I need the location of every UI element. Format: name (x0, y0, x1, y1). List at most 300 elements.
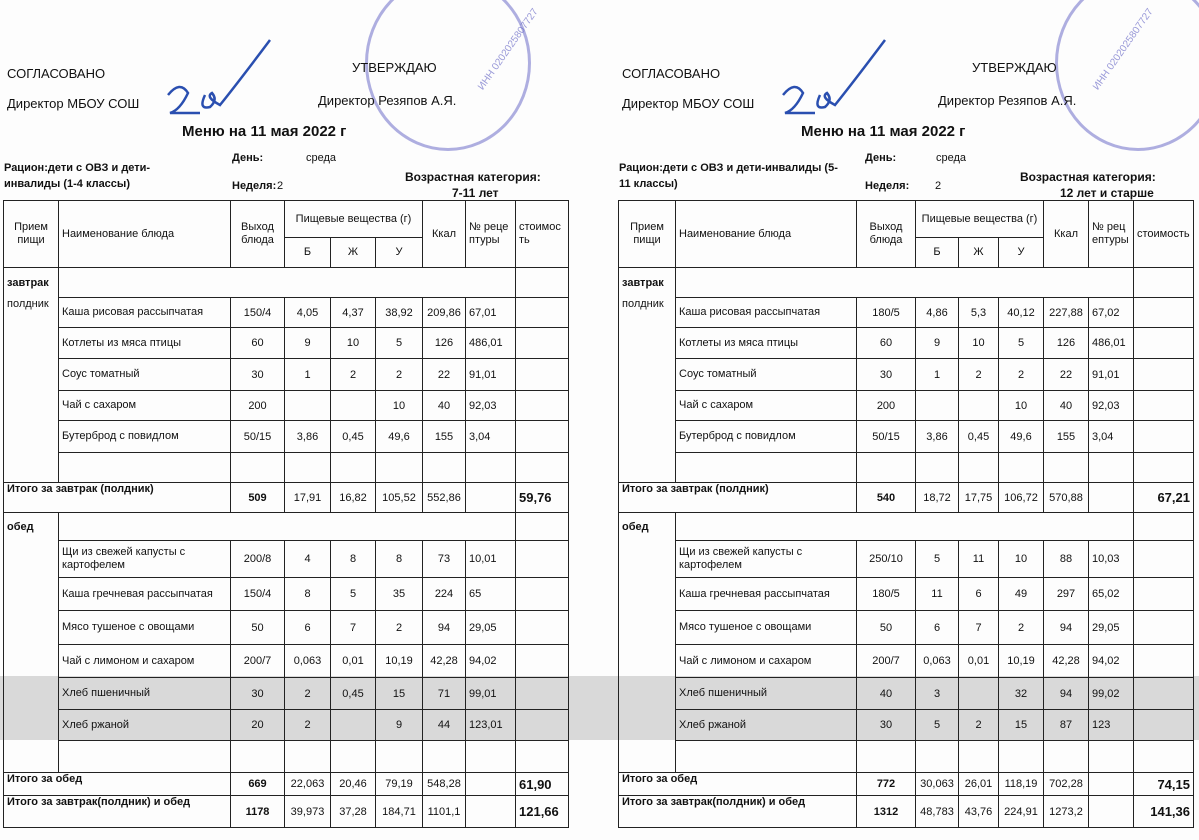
stamp-text: ИНН 0202025807727 (1091, 6, 1156, 93)
dish-u: 5 (376, 328, 423, 359)
table-row (4, 796, 569, 828)
table-row (619, 611, 1194, 645)
dish-zh: 0,45 (959, 421, 999, 453)
meal-cell (4, 541, 59, 578)
dish-name: Котлеты из мяса птицы (59, 328, 231, 359)
dish-cost (516, 611, 569, 645)
blank-cell (231, 741, 285, 773)
dish-u: 38,92 (376, 298, 423, 328)
dish-recipe: 91,01 (466, 359, 516, 391)
table-row (4, 483, 569, 513)
blank-cell (285, 741, 331, 773)
signature-icon (775, 35, 895, 125)
total-out: 1312 (857, 796, 916, 828)
dish-recipe: 65 (466, 578, 516, 611)
dish-name: Хлеб пшеничный (676, 678, 857, 710)
day-label: День: (865, 152, 897, 164)
total-u: 105,52 (376, 483, 423, 513)
dish-name: Мясо тушеное с овощами (59, 611, 231, 645)
dish-name: Бутерброд с повидлом (59, 421, 231, 453)
dish-kcal: 155 (1044, 421, 1089, 453)
header-b: Б (916, 238, 959, 268)
total-recipe (466, 773, 516, 796)
total-recipe (466, 483, 516, 513)
dish-cost (1134, 328, 1194, 359)
dish-recipe: 91,01 (1089, 359, 1134, 391)
blank-cell (59, 453, 231, 483)
dish-recipe: 123 (1089, 710, 1134, 741)
dish-recipe: 29,05 (466, 611, 516, 645)
blank-cell (516, 741, 569, 773)
dish-b: 11 (916, 578, 959, 611)
dish-b: 2 (285, 678, 331, 710)
dish-zh: 8 (331, 541, 376, 578)
dish-name: Хлеб ржаной (59, 710, 231, 741)
meal-cell (4, 391, 59, 421)
dish-kcal: 42,28 (423, 645, 466, 678)
dish-u: 15 (999, 710, 1044, 741)
total-b: 18,72 (916, 483, 959, 513)
header-recipe: № рецептуры (466, 201, 516, 268)
table-row (619, 578, 1194, 611)
dish-b: 8 (285, 578, 331, 611)
total-cost: 59,76 (516, 483, 569, 513)
dish-u: 10 (999, 391, 1044, 421)
meal-cell (4, 359, 59, 391)
total-zh: 16,82 (331, 483, 376, 513)
meal-cell (4, 645, 59, 678)
approve-label: УТВЕРЖДАЮ (352, 60, 437, 75)
total-zh: 26,01 (959, 773, 999, 796)
dish-u: 8 (376, 541, 423, 578)
dish-name: Каша рисовая рассыпчатая (59, 298, 231, 328)
dish-cost (1134, 359, 1194, 391)
table-row (4, 678, 569, 710)
dish-u: 40,12 (999, 298, 1044, 328)
table-row (4, 421, 569, 453)
dish-b (285, 391, 331, 421)
dish-name: Соус томатный (59, 359, 231, 391)
dish-u: 49 (999, 578, 1044, 611)
header-meal: Прием пищи (4, 201, 59, 268)
dish-b: 5 (916, 710, 959, 741)
dish-kcal: 44 (423, 710, 466, 741)
cost-cell (1134, 268, 1194, 298)
table-row (4, 298, 569, 328)
total-b: 17,91 (285, 483, 331, 513)
table-header-row (4, 201, 569, 238)
table-row (619, 541, 1194, 578)
director-name-label: Директор Резяпов А.Я. (318, 93, 457, 108)
blank-cell (59, 741, 231, 773)
dish-u: 10,19 (376, 645, 423, 678)
blank-cell (376, 741, 423, 773)
blank-cell (59, 268, 516, 298)
menu-title: Меню на 11 мая 2022 г (801, 123, 966, 140)
meal-cell (4, 328, 59, 359)
menu-table (618, 200, 1194, 828)
dish-b: 6 (285, 611, 331, 645)
dish-out: 30 (231, 359, 285, 391)
total-u: 224,91 (999, 796, 1044, 828)
dish-b: 3,86 (916, 421, 959, 453)
dish-recipe: 29,05 (1089, 611, 1134, 645)
table-row (4, 741, 569, 773)
dish-name: Чай с сахаром (676, 391, 857, 421)
dish-zh: 7 (331, 611, 376, 645)
table-row (4, 268, 569, 298)
meal-cell (4, 741, 59, 773)
dish-zh (331, 391, 376, 421)
table-row (4, 773, 569, 796)
total-recipe (1089, 796, 1134, 828)
blank-cell (466, 741, 516, 773)
cost-cell (516, 268, 569, 298)
total-out: 1178 (231, 796, 285, 828)
dish-cost (516, 328, 569, 359)
dish-kcal: 227,88 (1044, 298, 1089, 328)
dish-out: 30 (857, 359, 916, 391)
blank-cell (59, 513, 516, 541)
dish-kcal: 40 (1044, 391, 1089, 421)
table-row (4, 578, 569, 611)
total-recipe (1089, 773, 1134, 796)
age-category-label: Возрастная категория: (405, 170, 541, 184)
dish-b: 6 (916, 611, 959, 645)
dish-b: 9 (285, 328, 331, 359)
total-out: 772 (857, 773, 916, 796)
dish-cost (1134, 578, 1194, 611)
dish-out: 60 (857, 328, 916, 359)
dish-u: 49,6 (999, 421, 1044, 453)
dish-out: 200/8 (231, 541, 285, 578)
table-row (4, 710, 569, 741)
dish-name: Чай с сахаром (59, 391, 231, 421)
dish-zh: 2 (331, 359, 376, 391)
meal-cell (4, 421, 59, 453)
meal-cell: завтрак (619, 268, 676, 298)
dish-b: 0,063 (916, 645, 959, 678)
dish-out: 200/7 (231, 645, 285, 678)
dish-b: 4 (285, 541, 331, 578)
blank-cell (376, 453, 423, 483)
table-row (4, 359, 569, 391)
total-u: 79,19 (376, 773, 423, 796)
blank-cell (959, 741, 999, 773)
director-school-label: Директор МБОУ СОШ (622, 96, 755, 111)
dish-kcal: 94 (423, 611, 466, 645)
total-zh: 20,46 (331, 773, 376, 796)
age-category-value: 12 лет и старше (1060, 186, 1154, 200)
dish-recipe: 94,02 (466, 645, 516, 678)
meal-cell (619, 741, 676, 773)
dish-cost (516, 298, 569, 328)
dish-b: 1 (916, 359, 959, 391)
dish-kcal: 40 (423, 391, 466, 421)
dish-cost (1134, 710, 1194, 741)
dish-recipe: 99,02 (1089, 678, 1134, 710)
dish-cost (516, 645, 569, 678)
dish-zh: 0,01 (959, 645, 999, 678)
header-kcal: Ккал (1044, 201, 1089, 268)
dish-kcal: 22 (423, 359, 466, 391)
blank-cell (999, 453, 1044, 483)
dish-out: 200 (231, 391, 285, 421)
dish-name: Бутерброд с повидлом (676, 421, 857, 453)
table-row (619, 453, 1194, 483)
table-row (4, 453, 569, 483)
blank-cell (423, 453, 466, 483)
dish-out: 30 (231, 678, 285, 710)
blank-cell (676, 741, 857, 773)
dish-out: 60 (231, 328, 285, 359)
director-school-label: Директор МБОУ СОШ (7, 96, 140, 111)
stamp-text: ИНН 0202025807727 (476, 6, 541, 93)
dish-name: Котлеты из мяса птицы (676, 328, 857, 359)
dish-zh: 11 (959, 541, 999, 578)
dish-cost (516, 541, 569, 578)
header-output: Выход блюда (857, 201, 916, 268)
header-recipe: № рецептуры (1089, 201, 1134, 268)
dish-kcal: 297 (1044, 578, 1089, 611)
dish-out: 150/4 (231, 298, 285, 328)
header-dish: Наименование блюда (59, 201, 231, 268)
ration-label: Рацион:дети с ОВЗ и дети-инвалиды (5-11 классы) (619, 162, 838, 190)
blank-cell (331, 741, 376, 773)
week-value: 2 (935, 180, 942, 192)
blank-cell (231, 453, 285, 483)
dish-kcal: 126 (423, 328, 466, 359)
meal-cell (619, 391, 676, 421)
header-cost: стоимость (516, 201, 569, 268)
total-kcal: 1273,2 (1044, 796, 1089, 828)
dish-name: Хлеб ржаной (676, 710, 857, 741)
dish-recipe: 486,01 (1089, 328, 1134, 359)
dish-kcal: 126 (1044, 328, 1089, 359)
header-u: У (376, 238, 423, 268)
dish-cost (1134, 645, 1194, 678)
dish-u: 2 (999, 611, 1044, 645)
total-u: 184,71 (376, 796, 423, 828)
meal-cell (619, 541, 676, 578)
dish-name: Чай с лимоном и сахаром (59, 645, 231, 678)
total-cost: 141,36 (1134, 796, 1194, 828)
dish-u: 2 (376, 611, 423, 645)
dish-u: 10,19 (999, 645, 1044, 678)
dish-name: Щи из свежей капусты с картофелем (676, 541, 857, 578)
week-label: Неделя: (865, 180, 910, 192)
meal-cell: полдник (619, 298, 676, 328)
table-row (619, 773, 1194, 796)
total-label: Итого за завтрак (полдник) (4, 483, 231, 513)
total-zh: 43,76 (959, 796, 999, 828)
total-out: 540 (857, 483, 916, 513)
blank-cell (916, 741, 959, 773)
table-row (4, 513, 569, 541)
dish-kcal: 155 (423, 421, 466, 453)
header-meal: Прием пищи (619, 201, 676, 268)
total-kcal: 702,28 (1044, 773, 1089, 796)
table-row (619, 268, 1194, 298)
header-zh: Ж (959, 238, 999, 268)
total-u: 118,19 (999, 773, 1044, 796)
header-dish: Наименование блюда (676, 201, 857, 268)
dish-recipe: 123,01 (466, 710, 516, 741)
table-row (4, 541, 569, 578)
week-label: Неделя: (232, 180, 277, 192)
dish-zh: 0,01 (331, 645, 376, 678)
dish-zh (959, 391, 999, 421)
meal-cell (619, 328, 676, 359)
cost-cell (1134, 513, 1194, 541)
dish-recipe: 486,01 (466, 328, 516, 359)
dish-zh: 5 (331, 578, 376, 611)
dish-b: 9 (916, 328, 959, 359)
header-nutrients: Пищевые вещества (г) (285, 201, 423, 238)
meal-cell (4, 710, 59, 741)
dish-recipe: 94,02 (1089, 645, 1134, 678)
dish-u: 15 (376, 678, 423, 710)
dish-cost (1134, 421, 1194, 453)
header-cost: стоимость (1134, 201, 1194, 268)
blank-cell (1134, 453, 1194, 483)
dish-name: Чай с лимоном и сахаром (676, 645, 857, 678)
dish-b: 1 (285, 359, 331, 391)
total-cost: 121,66 (516, 796, 569, 828)
dish-b: 0,063 (285, 645, 331, 678)
meal-cell (4, 578, 59, 611)
dish-recipe: 10,03 (1089, 541, 1134, 578)
blank-cell (1044, 741, 1089, 773)
dish-kcal: 73 (423, 541, 466, 578)
dish-b: 3,86 (285, 421, 331, 453)
dish-b: 4,05 (285, 298, 331, 328)
meal-cell: обед (619, 513, 676, 541)
table-row (4, 645, 569, 678)
blank-cell (857, 453, 916, 483)
blank-cell (1089, 453, 1134, 483)
dish-cost (1134, 611, 1194, 645)
dish-recipe: 92,03 (1089, 391, 1134, 421)
dish-recipe: 3,04 (466, 421, 516, 453)
dish-out: 180/5 (857, 298, 916, 328)
dish-cost (516, 359, 569, 391)
total-label: Итого за завтрак(полдник) и обед (4, 796, 231, 828)
blank-cell (331, 453, 376, 483)
meal-cell: завтрак (4, 268, 59, 298)
blank-cell (516, 453, 569, 483)
blank-cell (916, 453, 959, 483)
dish-kcal: 71 (423, 678, 466, 710)
menu-table (3, 200, 569, 828)
dish-out: 200/7 (857, 645, 916, 678)
dish-cost (1134, 541, 1194, 578)
blank-cell (676, 268, 1134, 298)
total-out: 669 (231, 773, 285, 796)
round-stamp (365, 0, 531, 151)
dish-out: 150/4 (231, 578, 285, 611)
dish-cost (516, 421, 569, 453)
dish-name: Щи из свежей капусты с картофелем (59, 541, 231, 578)
table-row (619, 710, 1194, 741)
dish-out: 30 (857, 710, 916, 741)
dish-u: 5 (999, 328, 1044, 359)
blank-cell (466, 453, 516, 483)
dish-u: 10 (999, 541, 1044, 578)
dish-recipe: 92,03 (466, 391, 516, 421)
header-output: Выход блюда (231, 201, 285, 268)
dish-recipe: 3,04 (1089, 421, 1134, 453)
blank-cell (1089, 741, 1134, 773)
meal-cell (4, 678, 59, 710)
meal-cell (619, 421, 676, 453)
day-label: День: (232, 152, 264, 164)
table-row (619, 298, 1194, 328)
dish-out: 50/15 (857, 421, 916, 453)
blank-cell (999, 741, 1044, 773)
dish-b: 2 (285, 710, 331, 741)
total-recipe (1089, 483, 1134, 513)
meal-cell (4, 453, 59, 483)
day-value: среда (306, 152, 337, 164)
table-row (619, 421, 1194, 453)
dish-kcal: 94 (1044, 678, 1089, 710)
dish-zh: 0,45 (331, 421, 376, 453)
dish-cost (516, 391, 569, 421)
dish-out: 50 (857, 611, 916, 645)
total-out: 509 (231, 483, 285, 513)
dish-name: Каша гречневая рассыпчатая (59, 578, 231, 611)
meal-cell (619, 578, 676, 611)
dish-zh: 6 (959, 578, 999, 611)
table-header-row (619, 201, 1194, 238)
signature-icon (160, 35, 280, 125)
dish-name: Хлеб пшеничный (59, 678, 231, 710)
dish-zh: 5,3 (959, 298, 999, 328)
meal-cell (619, 359, 676, 391)
day-value: среда (936, 152, 967, 164)
approve-label: УТВЕРЖДАЮ (972, 60, 1057, 75)
total-zh: 37,28 (331, 796, 376, 828)
table-row (619, 678, 1194, 710)
dish-recipe: 67,02 (1089, 298, 1134, 328)
dish-zh: 7 (959, 611, 999, 645)
dish-out: 50/15 (231, 421, 285, 453)
dish-cost (1134, 391, 1194, 421)
table-row (4, 611, 569, 645)
header-zh: Ж (331, 238, 376, 268)
header-nutrients: Пищевые вещества (г) (916, 201, 1044, 238)
total-kcal: 570,88 (1044, 483, 1089, 513)
menu-title: Меню на 11 мая 2022 г (182, 123, 347, 140)
blank-cell (857, 741, 916, 773)
week-value: 2 (277, 180, 284, 192)
age-category-value: 7-11 лет (452, 186, 499, 200)
blank-cell (285, 453, 331, 483)
table-row (619, 796, 1194, 828)
total-cost: 67,21 (1134, 483, 1194, 513)
dish-out: 50 (231, 611, 285, 645)
dish-recipe: 65,02 (1089, 578, 1134, 611)
table-row (619, 513, 1194, 541)
dish-out: 40 (857, 678, 916, 710)
total-zh: 17,75 (959, 483, 999, 513)
total-kcal: 552,86 (423, 483, 466, 513)
dish-cost (516, 678, 569, 710)
ration-label: Рацион:дети с ОВЗ и дети-инвалиды (1-4 классы) (4, 162, 151, 190)
dish-name: Мясо тушеное с овощами (676, 611, 857, 645)
dish-u: 2 (999, 359, 1044, 391)
